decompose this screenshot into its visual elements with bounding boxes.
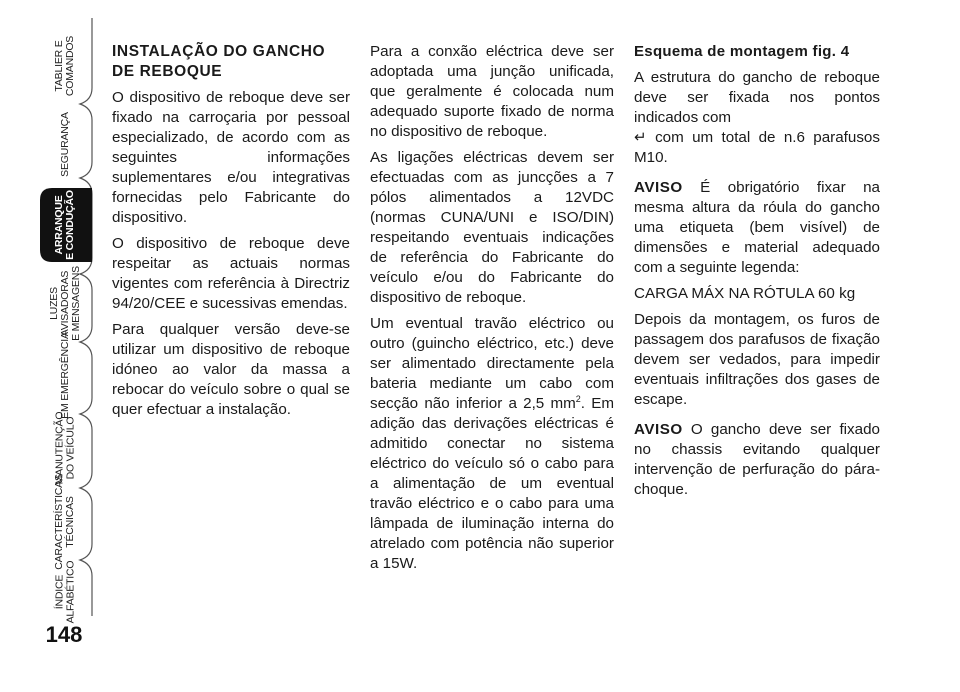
tab-caracteristicas-tecnicas[interactable] <box>38 474 92 570</box>
tab-label: LUZES AVISADORAS E MENSAGENS <box>47 265 82 341</box>
section-title-line-2: DE REBOQUE <box>112 63 223 80</box>
superscript: 2 <box>575 393 581 404</box>
fixing-point-icon: ↵ <box>634 129 647 146</box>
tab-manutencao-veiculo[interactable] <box>38 412 92 484</box>
tab-label: SEGURANÇA <box>58 111 71 177</box>
tab-label: ARRANQUE E CONDUÇÃO <box>53 190 77 260</box>
column-1 <box>112 42 350 426</box>
paragraph: Para qualquer versão deve-se utilizar um dispositivo de reboque idóneo ao valor da massa a rebocar do veículo sobre o qual se quer efectuar a instalação. <box>112 321 350 418</box>
tab-label: EM EMERGÊNCIA <box>58 331 71 419</box>
section-title <box>112 42 350 82</box>
tab-luzes-avisadoras[interactable] <box>38 265 92 341</box>
column-2 <box>370 42 614 580</box>
text-run: A estrutura do gancho de reboque deve ser fixada nos pontos indicados com <box>634 69 880 126</box>
text-run: . Em adição das derivações eléctricas é admitido conectar no sistema eléctrico do veículo só o cabo para a alimentação de um eventual travão eléctrico e o cabo para uma lâmpada de iluminação interna do atrelado com potência não superior a 15W. <box>370 395 614 572</box>
text-run: com um total de n.6 parafusos M10. <box>634 129 880 166</box>
tab-indice-alfabetico[interactable] <box>38 560 92 624</box>
paragraph: Depois da montagem, os furos de passagem dos parafusos de fixação devem ser vedados, para impedir eventuais infiltrações dos gases de escape. <box>634 311 880 408</box>
section-title-line-1: INSTALAÇÃO DO GANCHO <box>112 43 326 60</box>
column-3 <box>634 42 880 506</box>
tab-label: MANUTENÇÃO DO VEÍCULO <box>53 411 77 485</box>
label-legend: CARGA MÁX NA RÓTULA 60 kg <box>634 285 856 302</box>
page-number: 148 <box>45 622 83 647</box>
tab-seguranca[interactable] <box>38 112 92 176</box>
warning-paragraph <box>634 420 880 500</box>
paragraph: Para a conxão eléctrica deve ser adoptada uma junção unificada, que geralmente é colocada num adequado suporte fixado de norma no dispositivo de reboque. <box>370 43 614 140</box>
text-run: É obrigatório fixar na mesma altura da róula do gancho uma etiqueta (bem visível) de dimensões e material adequado com a seguinte legenda: <box>634 179 880 276</box>
tab-label: CARACTERÍSTICAS TÉCNICAS <box>53 474 77 570</box>
tab-em-emergencia[interactable] <box>38 331 92 419</box>
text-run: O gancho deve ser fixado no chassis evitando qualquer intervenção de perfuração do pára-choque. <box>634 421 880 498</box>
warning-label: AVISO <box>634 179 683 196</box>
tab-label: ÍNDICE ALFABÉTICO <box>53 560 76 624</box>
paragraph: As ligações eléctricas devem ser efectuadas com as juncções a 7 pólos alimentados a 12VDC (normas CUNA/UNI e ISO/DIN) respeitando eventuais indicações de referência do Fabricante do veículo e/ou do Fabricante do dispositivo de reboque. <box>370 149 614 306</box>
tab-arranque-conducao[interactable] <box>38 192 92 258</box>
warning-label: AVISO <box>634 421 683 438</box>
subsection-heading: Esquema de montagem fig. 4 <box>634 43 850 60</box>
paragraph: O dispositivo de reboque deve ser fixado na carroçaria por pessoal especializado, de acordo com as seguintes informações suplementares e/ou integrativas fornecidas pelo Fabricante do dispositivo. <box>112 89 350 226</box>
warning-paragraph <box>634 178 880 278</box>
tab-tablier-comandos[interactable] <box>38 34 92 98</box>
section-sidebar <box>0 0 96 692</box>
paragraph <box>370 314 614 574</box>
paragraph <box>634 68 880 168</box>
tab-label: TABLIER E COMANDOS <box>53 35 76 97</box>
paragraph: O dispositivo de reboque deve respeitar as actuais normas vigentes com referência à Directriz 94/20/CEE e sucessivas emendas. <box>112 235 350 312</box>
text-run: Um eventual travão eléctrico ou outro (guincho eléctrico, etc.) deve ser alimentado directamente pela bateria mediante um cabo com secção não inferior a 2,5 mm <box>370 315 614 412</box>
